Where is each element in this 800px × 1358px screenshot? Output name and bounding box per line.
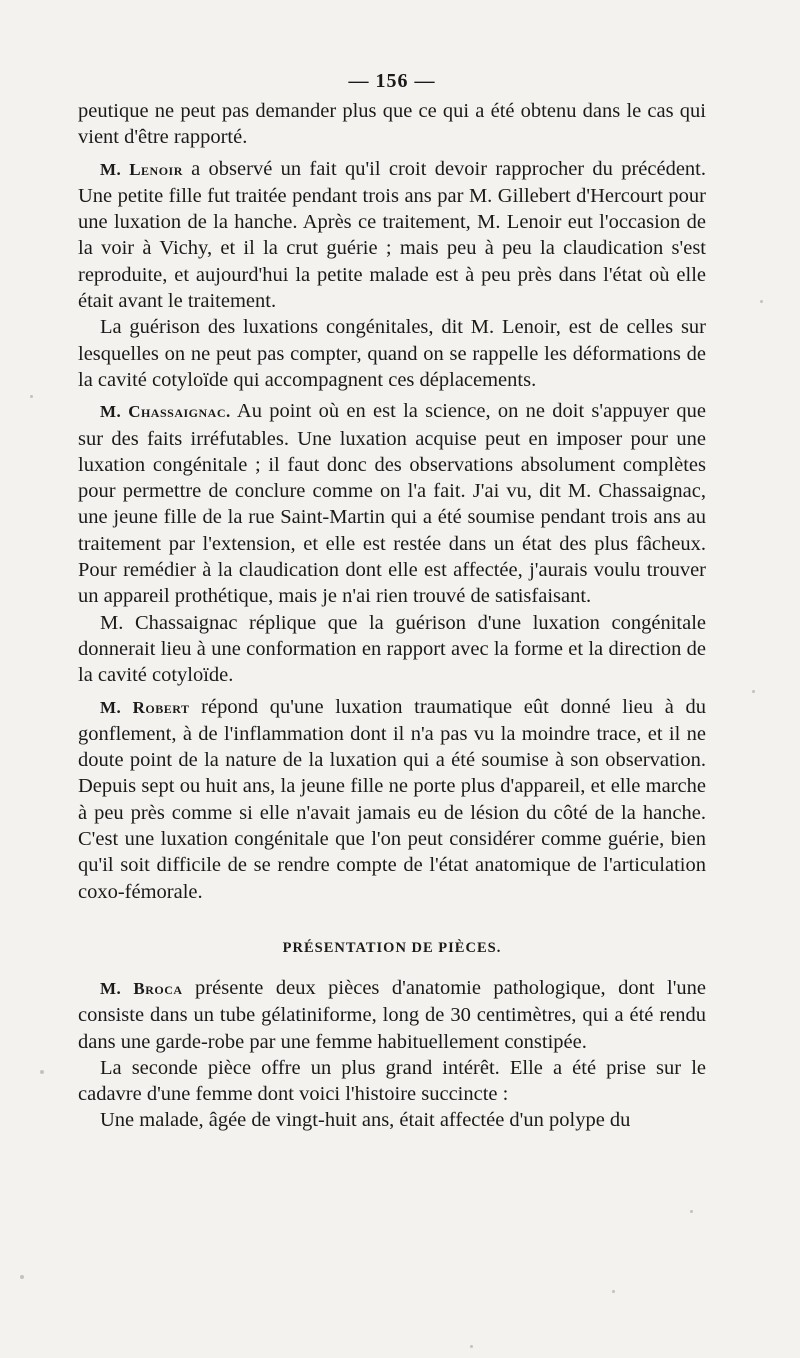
section-heading: PRÉSENTATION DE PIÈCES. (282, 939, 502, 956)
speaker-name: M. Broca (100, 978, 183, 998)
book-page (78, 64, 706, 1134)
paragraph-chassaignac-2 (78, 610, 706, 689)
page-number: — 156 — (348, 70, 436, 92)
scan-speck (760, 300, 763, 303)
paragraph-chassaignac (78, 398, 706, 609)
speaker-name: M. Lenoir (100, 159, 183, 179)
paragraph-broca (78, 975, 706, 1055)
speaker-name: M. Chassaignac. (100, 402, 231, 422)
scan-speck (752, 690, 755, 693)
paragraph-text: a observé un fait qu'il croit devoir rapprocher du précédent. Une petite fille fut traitée pendant trois ans par M. Gillebert d'Hercourt pour une luxation de la hanche. Après ce traitement, M. Lenoir eut l'occasion de la voir à Vichy, et il la crut guérie ; mais peu à peu la claudication s'est reproduite, et aujourd'hui la petite malade est à peu près dans l'état où elle était avant le traitement. (78, 157, 706, 313)
speaker-name: M. Robert (100, 697, 190, 717)
paragraph-text: répond qu'une luxation traumatique eût donné lieu à du gonflement, à de l'inflammation dont il n'a pas vu la moindre trace, et il ne doute point de la nature de la luxation qui a été soumise à son observation. Depuis sept ou huit ans, la jeune fille ne porte plus d'appareil, et elle marche à peu près comme si elle n'avait jamais eu de lésion du côté de la hanche. C'est une luxation congénitale que l'on peut considérer comme guérie, bien qu'il soit difficile de se rendre compte de l'état anatomique de l'articulation coxo-fémorale. (78, 695, 706, 903)
scan-speck (470, 1345, 473, 1348)
paragraph-text: Une malade, âgée de vingt-huit ans, était affectée d'un polype du (100, 1109, 631, 1132)
paragraph-robert (78, 694, 706, 905)
scan-speck (30, 395, 33, 398)
scan-speck (20, 1275, 24, 1279)
paragraph-text: La guérison des luxations congénitales, dit M. Lenoir, est de celles sur lesquelles on ne peut pas compter, quand on se rappelle les déformations de la cavité cotyloïde qui accompagnent ces déplacements. (78, 316, 706, 391)
scan-speck (40, 1070, 44, 1074)
paragraph-text: M. Chassaignac réplique que la guérison d'une luxation congénitale donnerait lieu à une conformation en rapport avec la forme et la direction de la cavité cotyloïde. (78, 611, 706, 687)
paragraph-broca-2 (78, 1055, 706, 1108)
paragraph-text: présente deux pièces d'anatomie pathologique, dont l'une consiste dans un tube gélatiniforme, long de 30 centimètres, qui a été rendu dans une garde-robe par une femme habituellement constipée. (78, 976, 706, 1053)
paragraph-1 (78, 98, 706, 151)
paragraph-text: La seconde pièce offre un plus grand intérêt. Elle a été prise sur le cadavre d'une femme dont voici l'histoire succincte : (78, 1056, 706, 1106)
paragraph-text: peutique ne peut pas demander plus que ce qui a été obtenu dans le cas qui vient d'être rapporté. (78, 100, 706, 149)
paragraph-text: Au point où en est la science, on ne doit s'appuyer que sur des faits irréfutables. Une luxation acquise peut en imposer pour une luxation congénitale ; il faut donc des observations absolument complètes pour permettre de conclure comme on l'a fait. J'ai vu, dit M. Chassaignac, une jeune fille de la rue Saint-Martin qui a été soumise pendant trois ans au traitement par l'extension, et elle est restée dans un état des plus fâcheux. Pour remédier à la claudication dont elle est affectée, j'aurais voulu trouver un appareil prothétique, mais je n'ai rien trouvé de satisfaisant. (78, 400, 706, 608)
scan-speck (690, 1210, 693, 1213)
paragraph-lenoir (78, 156, 706, 315)
paragraph-lenoir-2 (78, 314, 706, 393)
scan-speck (612, 1290, 615, 1293)
paragraph-broca-3 (78, 1107, 706, 1133)
